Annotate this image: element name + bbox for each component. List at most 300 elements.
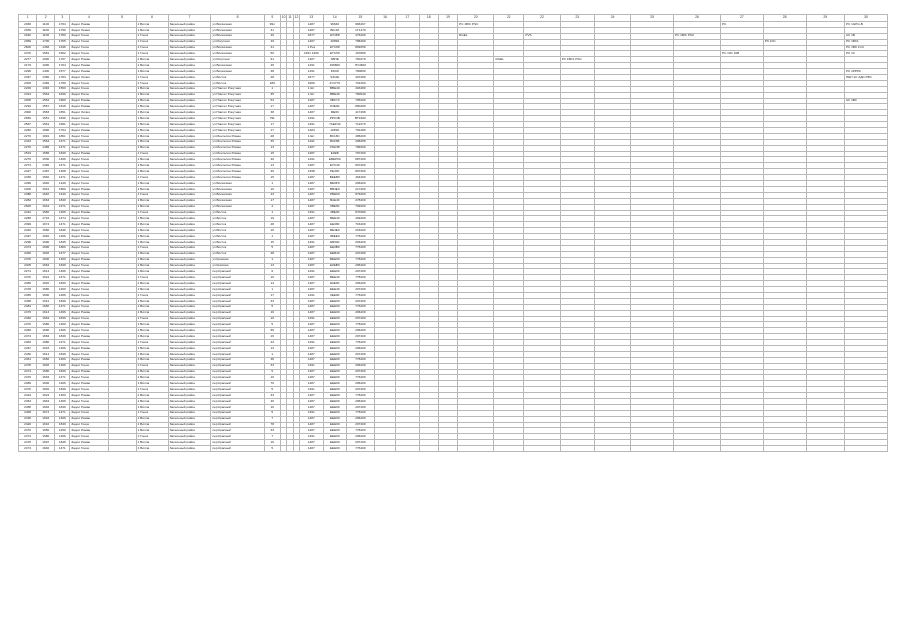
table-cell: ВЕ4Е0 bbox=[323, 228, 347, 234]
table-cell: Заселеный район bbox=[168, 63, 211, 69]
table-cell bbox=[594, 446, 630, 452]
table-cell: 167889 bbox=[347, 51, 375, 57]
table-cell: 1487 bbox=[300, 104, 324, 110]
table-cell: Заселеный район bbox=[168, 110, 211, 116]
table-cell: ул.Восток bbox=[211, 222, 264, 228]
table-cell: PVS bbox=[524, 33, 560, 39]
table-cell: 1640 bbox=[37, 192, 55, 198]
table-cell: 1491 bbox=[300, 210, 324, 216]
table-cell: РВЕ00 bbox=[323, 192, 347, 198]
table-cell: ЕЕЕ00 bbox=[323, 304, 347, 310]
table-cell: 1 bbox=[264, 234, 280, 240]
table-cell: 1 Вилла bbox=[136, 128, 168, 134]
table-cell: Заселеный район bbox=[168, 239, 211, 245]
table-cell: Задол Роман bbox=[70, 128, 108, 134]
table-cell: 709400 bbox=[347, 204, 375, 210]
table-cell: 1849 bbox=[55, 369, 70, 375]
table-cell: 1860 bbox=[55, 98, 70, 104]
table-cell: 13 bbox=[264, 145, 280, 151]
table-cell: 2476 bbox=[19, 310, 37, 316]
table-cell: 1849 bbox=[55, 351, 70, 357]
column-header: 5 bbox=[108, 15, 136, 22]
table-cell: 701300 bbox=[347, 80, 375, 86]
table-cell: Задол Гонок bbox=[70, 275, 108, 281]
table-cell: Задол Роман bbox=[70, 63, 108, 69]
table-cell: пер.Красный bbox=[211, 393, 264, 399]
table-cell: 13 bbox=[264, 163, 280, 169]
table-cell: Задол Гонок bbox=[70, 204, 108, 210]
table-cell: 1 Вилла bbox=[136, 428, 168, 434]
column-header: 24 bbox=[594, 15, 630, 22]
table-cell: 1460 bbox=[55, 428, 70, 434]
table-cell: Задол Роман bbox=[70, 298, 108, 304]
table-cell: Задол Гонок bbox=[70, 375, 108, 381]
table-cell: 1681 bbox=[37, 51, 55, 57]
table-cell: 1382 bbox=[37, 80, 55, 86]
table-cell: 1466 bbox=[55, 434, 70, 440]
table-cell: 1680 bbox=[37, 369, 55, 375]
table-cell: 788469 bbox=[347, 39, 375, 45]
table-cell: 2420 bbox=[19, 422, 37, 428]
table-cell: 1491 bbox=[300, 116, 324, 122]
table-cell: 10Р40 bbox=[323, 128, 347, 134]
table-cell: ЕЕЕ00 bbox=[323, 440, 347, 446]
table-cell: 1491 bbox=[300, 292, 324, 298]
table-cell: 2470 bbox=[19, 440, 37, 446]
table-cell: 1644 bbox=[37, 186, 55, 192]
table-cell: 776400 bbox=[347, 375, 375, 381]
table-cell: 464400 bbox=[347, 175, 375, 181]
table-cell: Заселеный район bbox=[168, 304, 211, 310]
table-cell: 16 bbox=[264, 440, 280, 446]
table-cell: 2400 bbox=[19, 186, 37, 192]
table-cell: 1 Вилла bbox=[136, 228, 168, 234]
table-cell: Задол Рогон bbox=[70, 92, 108, 98]
table-cell: 56 bbox=[264, 328, 280, 334]
table-cell: ЕЕЕ00 bbox=[323, 322, 347, 328]
table-cell: 765400 bbox=[347, 98, 375, 104]
table-cell: Заселеный район bbox=[168, 33, 211, 39]
table-cell: 1674 bbox=[37, 410, 55, 416]
table-cell: 1 Гонок bbox=[136, 75, 168, 81]
table-cell: 1 Шт bbox=[300, 86, 324, 92]
table-cell: пер.Красный bbox=[211, 310, 264, 316]
table-cell: ЕУС40 bbox=[323, 163, 347, 169]
table-cell: Заселеный район bbox=[168, 340, 211, 346]
table-cell: 1 Гонок bbox=[136, 340, 168, 346]
table-cell: ул.Ментелон Роман bbox=[211, 169, 264, 175]
table-cell: Заселеный район bbox=[168, 222, 211, 228]
table-cell: пер.Красный bbox=[211, 322, 264, 328]
table-cell: 1491 bbox=[300, 434, 324, 440]
table-cell: 1471 bbox=[55, 446, 70, 452]
table-cell: ЕЕЕ00 bbox=[323, 399, 347, 405]
table-cell: Задол Роман bbox=[70, 22, 108, 28]
table-cell: Заселеный район bbox=[168, 334, 211, 340]
table-cell: 1487 bbox=[300, 375, 324, 381]
table-cell: 1640 bbox=[37, 446, 55, 452]
table-cell: Заселеный район bbox=[168, 75, 211, 81]
table-cell: 4ВПЕ bbox=[323, 57, 347, 63]
column-header: 27 bbox=[721, 15, 764, 22]
table-cell: 2442 bbox=[19, 210, 37, 216]
table-cell: 2399 bbox=[19, 222, 37, 228]
table-cell: 2276 bbox=[19, 157, 37, 163]
table-cell: 1610 bbox=[37, 422, 55, 428]
table-cell: PC 1ВС1 PSC bbox=[560, 57, 594, 63]
table-cell: Задол Роман bbox=[70, 404, 108, 410]
table-cell: 1466 bbox=[55, 269, 70, 275]
table-cell: 2430 bbox=[19, 416, 37, 422]
column-header: 21 bbox=[494, 15, 524, 22]
table-cell: Заселеный район bbox=[168, 198, 211, 204]
table-cell: 45 bbox=[264, 63, 280, 69]
table-cell: 1664 bbox=[37, 198, 55, 204]
column-header: 4 bbox=[70, 15, 108, 22]
table-cell: 1 Гонок bbox=[136, 316, 168, 322]
table-cell: 1 Вилла bbox=[136, 234, 168, 240]
table-cell: 1487 bbox=[300, 287, 324, 293]
table-cell: Заселеный район bbox=[168, 404, 211, 410]
table-cell: 1612 bbox=[37, 298, 55, 304]
table-cell: 1 Гонок bbox=[136, 363, 168, 369]
table-cell: 1 Вилла bbox=[136, 186, 168, 192]
table-cell: 16 bbox=[264, 404, 280, 410]
table-cell: ВВЕ49 bbox=[323, 92, 347, 98]
table-cell: Задол Роман bbox=[70, 69, 108, 75]
table-cell: Задол Гонок bbox=[70, 163, 108, 169]
table-cell: 1849 bbox=[55, 334, 70, 340]
table-cell: 2274 bbox=[19, 269, 37, 275]
table-cell: 2478 bbox=[19, 363, 37, 369]
table-cell: 35 bbox=[264, 139, 280, 145]
table-cell: 1 Вилла bbox=[136, 181, 168, 187]
table-cell: 46 bbox=[264, 399, 280, 405]
table-cell: 1400 bbox=[37, 69, 55, 75]
table-cell: 1487 bbox=[300, 404, 324, 410]
table-cell: 2200 bbox=[19, 86, 37, 92]
table-cell bbox=[108, 446, 136, 452]
table-cell: 1491 bbox=[300, 269, 324, 275]
table-cell: 1491 bbox=[300, 122, 324, 128]
table-cell: 1 Вилла bbox=[136, 446, 168, 452]
table-cell: 1471 bbox=[55, 304, 70, 310]
table-cell: Задол Роман bbox=[70, 334, 108, 340]
table-cell: 1694 bbox=[37, 416, 55, 422]
table-cell: 1 Вилла bbox=[136, 251, 168, 257]
table-cell: 1471 bbox=[55, 204, 70, 210]
table-cell: 1 Вилла bbox=[136, 393, 168, 399]
table-cell bbox=[494, 446, 524, 452]
table-cell: ЕЕЕ00 bbox=[323, 369, 347, 375]
table-cell: ул.Вокзалная bbox=[211, 51, 264, 57]
table-cell: 966467 bbox=[347, 22, 375, 28]
table-cell: 1818 bbox=[55, 104, 70, 110]
table-cell: 1449 bbox=[55, 181, 70, 187]
table-cell: 778400 bbox=[347, 428, 375, 434]
table-cell: 41 bbox=[264, 45, 280, 51]
table-cell: ЕЕЕ00 bbox=[323, 351, 347, 357]
table-cell: ЕЕЕ00 bbox=[323, 357, 347, 363]
table-cell: 1660 bbox=[37, 357, 55, 363]
table-cell: Задол Роман bbox=[70, 322, 108, 328]
table-cell: 897460 bbox=[347, 169, 375, 175]
table-cell: 1487 bbox=[300, 186, 324, 192]
table-cell: Задол Гонок bbox=[70, 328, 108, 334]
table-cell: Задол Роман bbox=[70, 222, 108, 228]
table-cell: 1 Вилла bbox=[136, 404, 168, 410]
table-cell: 2468 bbox=[19, 410, 37, 416]
table-cell: 4ВЕ00 bbox=[323, 210, 347, 216]
table-cell: Заселеный район bbox=[168, 92, 211, 98]
table-cell: 1849 bbox=[55, 228, 70, 234]
table-cell: 1790 bbox=[55, 80, 70, 86]
table-cell: 1100 bbox=[37, 22, 55, 28]
table-cell: 2478 bbox=[19, 287, 37, 293]
table-cell: 297400 bbox=[347, 298, 375, 304]
table-cell: 2440 bbox=[19, 228, 37, 234]
table-cell: 293400 bbox=[347, 239, 375, 245]
table-cell: 54 bbox=[264, 98, 280, 104]
table-cell: 2274 bbox=[19, 163, 37, 169]
column-header: 22 bbox=[524, 15, 560, 22]
table-cell: Задол Гонок bbox=[70, 51, 108, 57]
table-cell: ЕЕЕ00 bbox=[323, 428, 347, 434]
table-cell: 1 Гонок bbox=[136, 275, 168, 281]
table-cell: 607400 bbox=[347, 163, 375, 169]
table-cell: ул.Нинтел Рокутная bbox=[211, 98, 264, 104]
table-cell: ЕЕЕ00 bbox=[323, 416, 347, 422]
table-cell: ул.Нинтел Рокутная bbox=[211, 86, 264, 92]
table-cell: ВЕЕ00 bbox=[323, 257, 347, 263]
table-cell: Задол Роман bbox=[70, 416, 108, 422]
table-cell: 1567 bbox=[37, 104, 55, 110]
table-cell: 33 bbox=[264, 393, 280, 399]
table-cell: ВЕЕВ0 bbox=[323, 175, 347, 181]
table-cell: Е0ЕВ bbox=[323, 151, 347, 157]
table-cell: 1 Вилла bbox=[136, 198, 168, 204]
table-cell: Задол Роман bbox=[70, 186, 108, 192]
table-cell: Задол Роман bbox=[70, 198, 108, 204]
table-cell: 1 Вилла bbox=[136, 440, 168, 446]
table-cell: 1487 bbox=[300, 345, 324, 351]
table-cell: 1487 bbox=[300, 351, 324, 357]
table-cell: 296400 bbox=[347, 416, 375, 422]
table-cell: Заселеный район bbox=[168, 157, 211, 163]
table-cell: 2424 bbox=[19, 393, 37, 399]
table-cell: PC 1РРРК bbox=[844, 69, 887, 75]
table-cell: Заселеный район bbox=[168, 251, 211, 257]
table-cell: Задол Лилия bbox=[70, 75, 108, 81]
table-cell: Заселеный район bbox=[168, 216, 211, 222]
table-cell bbox=[458, 446, 494, 452]
table-cell: 40899 bbox=[323, 39, 347, 45]
table-cell: 28 bbox=[264, 133, 280, 139]
table-cell: Заселеный район bbox=[168, 369, 211, 375]
table-cell: 2470 bbox=[19, 428, 37, 434]
table-cell: Заселеный район bbox=[168, 175, 211, 181]
table-cell: 16 bbox=[264, 334, 280, 340]
table-cell: 1562 bbox=[55, 51, 70, 57]
table-cell: 49 bbox=[264, 33, 280, 39]
table-cell: 1845 bbox=[55, 239, 70, 245]
column-header: 28 bbox=[763, 15, 806, 22]
table-cell: 297400 bbox=[347, 404, 375, 410]
table-cell: 1487 bbox=[300, 275, 324, 281]
table-cell: 1560 bbox=[55, 86, 70, 92]
table-cell: 1491 bbox=[300, 387, 324, 393]
table-cell: 1487 bbox=[300, 39, 324, 45]
table-cell: Заселеный район bbox=[168, 228, 211, 234]
table-cell: 5 bbox=[264, 304, 280, 310]
table-cell: 1600 bbox=[37, 381, 55, 387]
table-cell: 1471 bbox=[55, 163, 70, 169]
table-cell: 1440 bbox=[55, 192, 70, 198]
table-cell: 1 Вилла bbox=[136, 222, 168, 228]
table-cell: 1564 bbox=[37, 92, 55, 98]
table-cell: Заселеный район bbox=[168, 316, 211, 322]
table-cell: 1 Шт bbox=[300, 92, 324, 98]
table-cell: Задол Гонок bbox=[70, 363, 108, 369]
table-cell: 2519 bbox=[19, 151, 37, 157]
table-cell: 1849 bbox=[55, 151, 70, 157]
table-cell: S4UIE bbox=[323, 75, 347, 81]
table-cell: 486200 bbox=[347, 133, 375, 139]
table-cell: 1487 bbox=[300, 422, 324, 428]
table-cell: 1487 bbox=[300, 110, 324, 116]
table-cell: 1100 bbox=[37, 27, 55, 33]
table-cell: PC 1ВС1 bbox=[844, 39, 887, 45]
table-cell: 1491 bbox=[300, 239, 324, 245]
table-cell: Задол Гонок bbox=[70, 157, 108, 163]
table-cell: 2468 bbox=[19, 298, 37, 304]
table-cell: ЕВЕР00 bbox=[323, 157, 347, 163]
table-cell: Заселеный район bbox=[168, 281, 211, 287]
table-cell: Задол Гонок bbox=[70, 340, 108, 346]
table-cell: 4 bbox=[264, 204, 280, 210]
table-cell: 2069 bbox=[19, 39, 37, 45]
table-cell: 1 Вилла bbox=[136, 416, 168, 422]
table-cell: 1877 bbox=[300, 75, 324, 81]
table-cell: Заселеный район bbox=[168, 345, 211, 351]
table-cell: Заселеный район bbox=[168, 393, 211, 399]
table-cell: 887400 bbox=[347, 157, 375, 163]
table-cell: пер.Красный bbox=[211, 357, 264, 363]
table-cell: 1 Вилла bbox=[136, 281, 168, 287]
table-cell: 33 bbox=[264, 298, 280, 304]
table-cell: ЕЕЕ00 bbox=[323, 269, 347, 275]
table-cell: 778400 bbox=[347, 393, 375, 399]
table-cell: 2298 bbox=[19, 239, 37, 245]
table-cell: 1990 bbox=[37, 128, 55, 134]
table-cell: Задол Гонок bbox=[70, 116, 108, 122]
table-cell: 1487 bbox=[300, 151, 324, 157]
table-cell: ул.Нинтел Рокутная bbox=[211, 122, 264, 128]
table-cell: 1 Гонок bbox=[136, 51, 168, 57]
table-cell: 2005 bbox=[19, 98, 37, 104]
table-cell: Заселеный район bbox=[168, 45, 211, 51]
table-cell: PC 1С bbox=[844, 51, 887, 57]
table-cell: 48 bbox=[264, 251, 280, 257]
table-cell: 1 bbox=[264, 257, 280, 263]
table-cell: 1471 bbox=[55, 175, 70, 181]
table-cell: 1487 bbox=[300, 381, 324, 387]
column-header: 20 bbox=[458, 15, 494, 22]
table-cell: 1487 bbox=[300, 257, 324, 263]
table-cell: Заселеный район bbox=[168, 133, 211, 139]
table-cell: 1716 bbox=[37, 216, 55, 222]
table-cell: пер.Красный bbox=[211, 281, 264, 287]
spreadsheet bbox=[18, 14, 888, 628]
column-header: 16 bbox=[374, 15, 395, 22]
table-cell: 1487 bbox=[300, 204, 324, 210]
table-cell: ул.Вокзалная bbox=[211, 33, 264, 39]
table-cell: 1 bbox=[264, 86, 280, 92]
table-cell: Р4Е00 bbox=[323, 104, 347, 110]
table-cell: Заселеный район bbox=[168, 27, 211, 33]
table-cell: ВКК4В bbox=[323, 139, 347, 145]
table-cell: 1 Вилла bbox=[136, 139, 168, 145]
table-cell: Задол Роман bbox=[70, 428, 108, 434]
table-cell: Заселеный район bbox=[168, 69, 211, 75]
table-cell: 296400 bbox=[347, 345, 375, 351]
table-cell: 17 bbox=[264, 104, 280, 110]
table-cell: 1487 bbox=[300, 263, 324, 269]
table-cell: 1487 bbox=[300, 428, 324, 434]
table-cell: 297400 bbox=[347, 440, 375, 446]
table-cell: 1 Вилла bbox=[136, 334, 168, 340]
table-cell: ЕЕ080 bbox=[323, 222, 347, 228]
table-cell: 1 Вилла bbox=[136, 145, 168, 151]
table-cell: Задол Гонок bbox=[70, 410, 108, 416]
table-cell: Заселеный район bbox=[168, 257, 211, 263]
table-cell: ЕЕЕ40 bbox=[323, 287, 347, 293]
table-cell: 5 bbox=[264, 410, 280, 416]
table-cell: ул.Восток bbox=[211, 216, 264, 222]
table-cell: 1 Вилла bbox=[136, 328, 168, 334]
table-cell: 2470 bbox=[19, 257, 37, 263]
table-cell: PC 10С 10В bbox=[721, 51, 764, 57]
table-cell: 2474 bbox=[19, 369, 37, 375]
table-cell: 217400 bbox=[347, 186, 375, 192]
table-cell: 376400 bbox=[347, 33, 375, 39]
table-cell: 1487 bbox=[300, 440, 324, 446]
table-cell: 417468 bbox=[347, 110, 375, 116]
table-cell: 1491 bbox=[300, 363, 324, 369]
table-cell: Заселеный район bbox=[168, 446, 211, 452]
table-cell: 1 Гонок bbox=[136, 80, 168, 86]
table-cell: Заселеный район bbox=[168, 139, 211, 145]
table-cell: 15 bbox=[264, 239, 280, 245]
column-header: 11 bbox=[287, 15, 293, 22]
table-cell: 2270 bbox=[19, 145, 37, 151]
table-cell: 2470 bbox=[19, 51, 37, 57]
table-cell: 1646 bbox=[37, 404, 55, 410]
table-cell: ул.Вокзалная bbox=[211, 192, 264, 198]
table-cell: 1484 bbox=[300, 128, 324, 134]
table-cell: ЕЕЕ00 bbox=[323, 387, 347, 393]
table-cell: 1680 bbox=[37, 322, 55, 328]
table-cell: 776400 bbox=[347, 410, 375, 416]
table-cell: 1 bbox=[264, 210, 280, 216]
table-cell: 1471 bbox=[55, 139, 70, 145]
table-cell: 28 bbox=[264, 75, 280, 81]
table-cell bbox=[524, 446, 560, 452]
table-cell: 14 bbox=[264, 345, 280, 351]
table-cell: 1680 bbox=[37, 340, 55, 346]
column-header: 3 bbox=[55, 15, 70, 22]
table-cell: Задол Роман bbox=[70, 151, 108, 157]
